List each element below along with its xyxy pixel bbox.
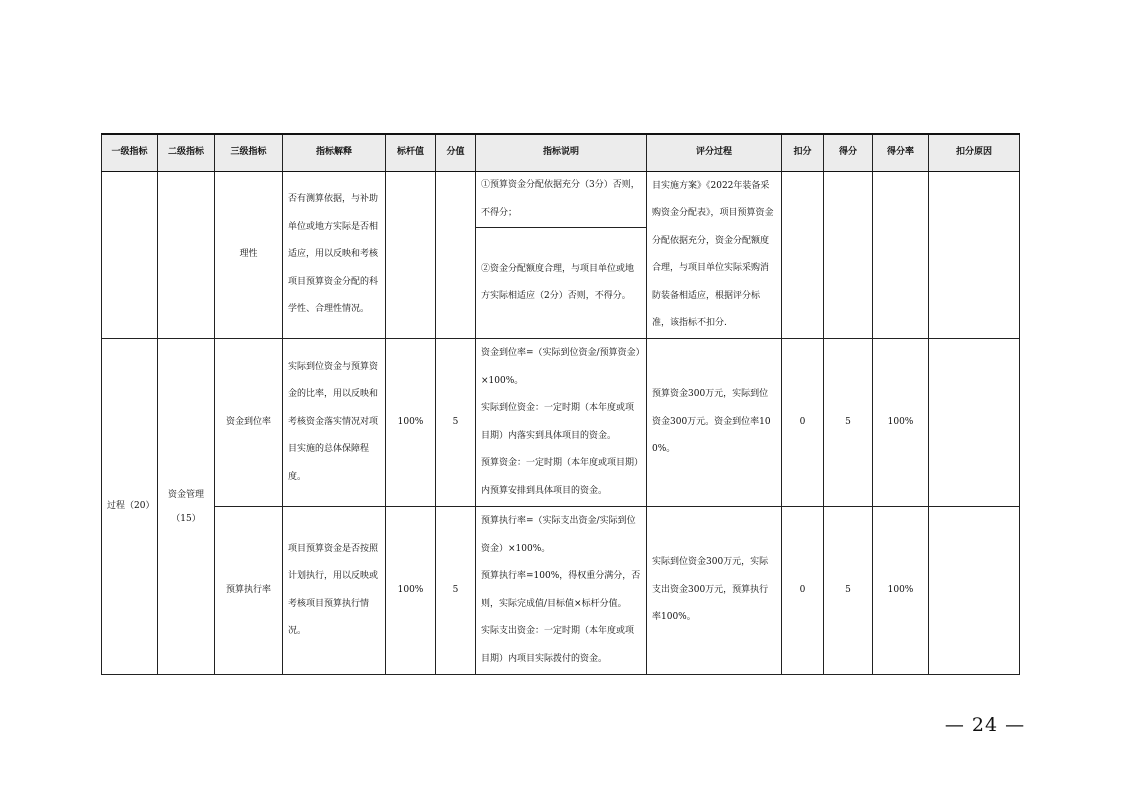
cell-rate: 100% [873,507,929,675]
cell-description [476,339,647,507]
cell-process: 预算资金300万元，实际到位资金300万元。资金到位率100%。 [647,339,782,507]
cell-explanation: 否有测算依据，与补助单位或地方实际是否相适应，用以反映和考核项目预算资金分配的科学性、合理性情况。 [283,172,386,339]
description-line: 预算执行率=（实际支出资金/实际到位资金）×100%。 [481,516,636,554]
level2-name: 资金管理 [167,489,204,500]
cell-score: 5 [436,339,476,507]
header-cell-level3: 三级指标 [215,134,283,172]
header-cell-explanation: 指标解释 [283,134,386,172]
table-header-row [102,134,1020,172]
description-line: 资金到位率=（实际到位资金/预算资金）×100%。 [481,348,641,386]
header-cell-got: 得分 [824,134,873,172]
cell-score: 5 [436,507,476,675]
header-cell-level2: 二级指标 [158,134,215,172]
cell-level1: 过程（20） [102,339,158,675]
cell-level1-empty [102,172,158,339]
cell-level2-empty [158,172,215,339]
cell-description: ②资金分配额度合理，与项目单位或地方实际相适应（2分）否则，不得分。 [476,228,647,339]
cell-deduction: 0 [782,339,824,507]
cell-got: 5 [824,339,873,507]
header-cell-reason: 扣分原因 [929,134,1020,172]
cell-reason [929,172,1020,339]
cell-explanation: 实际到位资金与预算资金的比率，用以反映和考核资金落实情况对项目实施的总体保障程度。 [283,339,386,507]
cell-score [436,172,476,339]
cell-deduction: 0 [782,507,824,675]
cell-level3: 理性 [215,172,283,339]
header-cell-deduction: 扣分 [782,134,824,172]
description-line: 实际支出资金：一定时期（本年度或项目期）内项目实际拨付的资金。 [481,626,635,664]
table-row [102,339,1020,507]
cell-rate: 100% [873,339,929,507]
cell-got: 5 [824,507,873,675]
cell-rate [873,172,929,339]
page-number: — 24 — [944,714,1026,736]
cell-reason [929,339,1020,507]
level2-score: （15） [171,513,201,524]
cell-level3: 预算执行率 [215,507,283,675]
header-cell-description: 指标说明 [476,134,647,172]
header-cell-process: 评分过程 [647,134,782,172]
cell-got [824,172,873,339]
cell-level3: 资金到位率 [215,339,283,507]
cell-reason [929,507,1020,675]
description-line: 实际到位资金：一定时期（本年度或项目期）内落实到具体项目的资金。 [481,403,635,441]
cell-benchmark [386,172,436,339]
header-cell-score: 分值 [436,134,476,172]
description-line: 预算资金：一定时期（本年度或项目期）内预算安排到具体项目的资金。 [481,458,639,496]
header-cell-level1: 一级指标 [102,134,158,172]
cell-process: 目实施方案》《2022年装备采购资金分配表》，项目预算资金分配依据充分，资金分配额度合理，与项目单位实际采购消防装备相适应，根据评分标准，该指标不扣分. [647,172,782,339]
cell-deduction [782,172,824,339]
header-cell-benchmark: 标杆值 [386,134,436,172]
cell-process: 实际到位资金300万元，实际支出资金300万元，预算执行率100%。 [647,507,782,675]
cell-description [476,507,647,675]
cell-benchmark: 100% [386,339,436,507]
cell-level2 [158,339,215,675]
table-row [102,507,1020,675]
description-line: 预算执行率=100%，得权重分满分，否则，实际完成值/目标值×标杆分值。 [481,571,641,609]
cell-explanation: 项目预算资金是否按照计划执行，用以反映或考核项目预算执行情况。 [283,507,386,675]
table-row [102,172,1020,228]
evaluation-table [101,133,1020,675]
cell-benchmark: 100% [386,507,436,675]
header-cell-rate: 得分率 [873,134,929,172]
cell-description: ①预算资金分配依据充分（3分）否则，不得分； [476,172,647,228]
